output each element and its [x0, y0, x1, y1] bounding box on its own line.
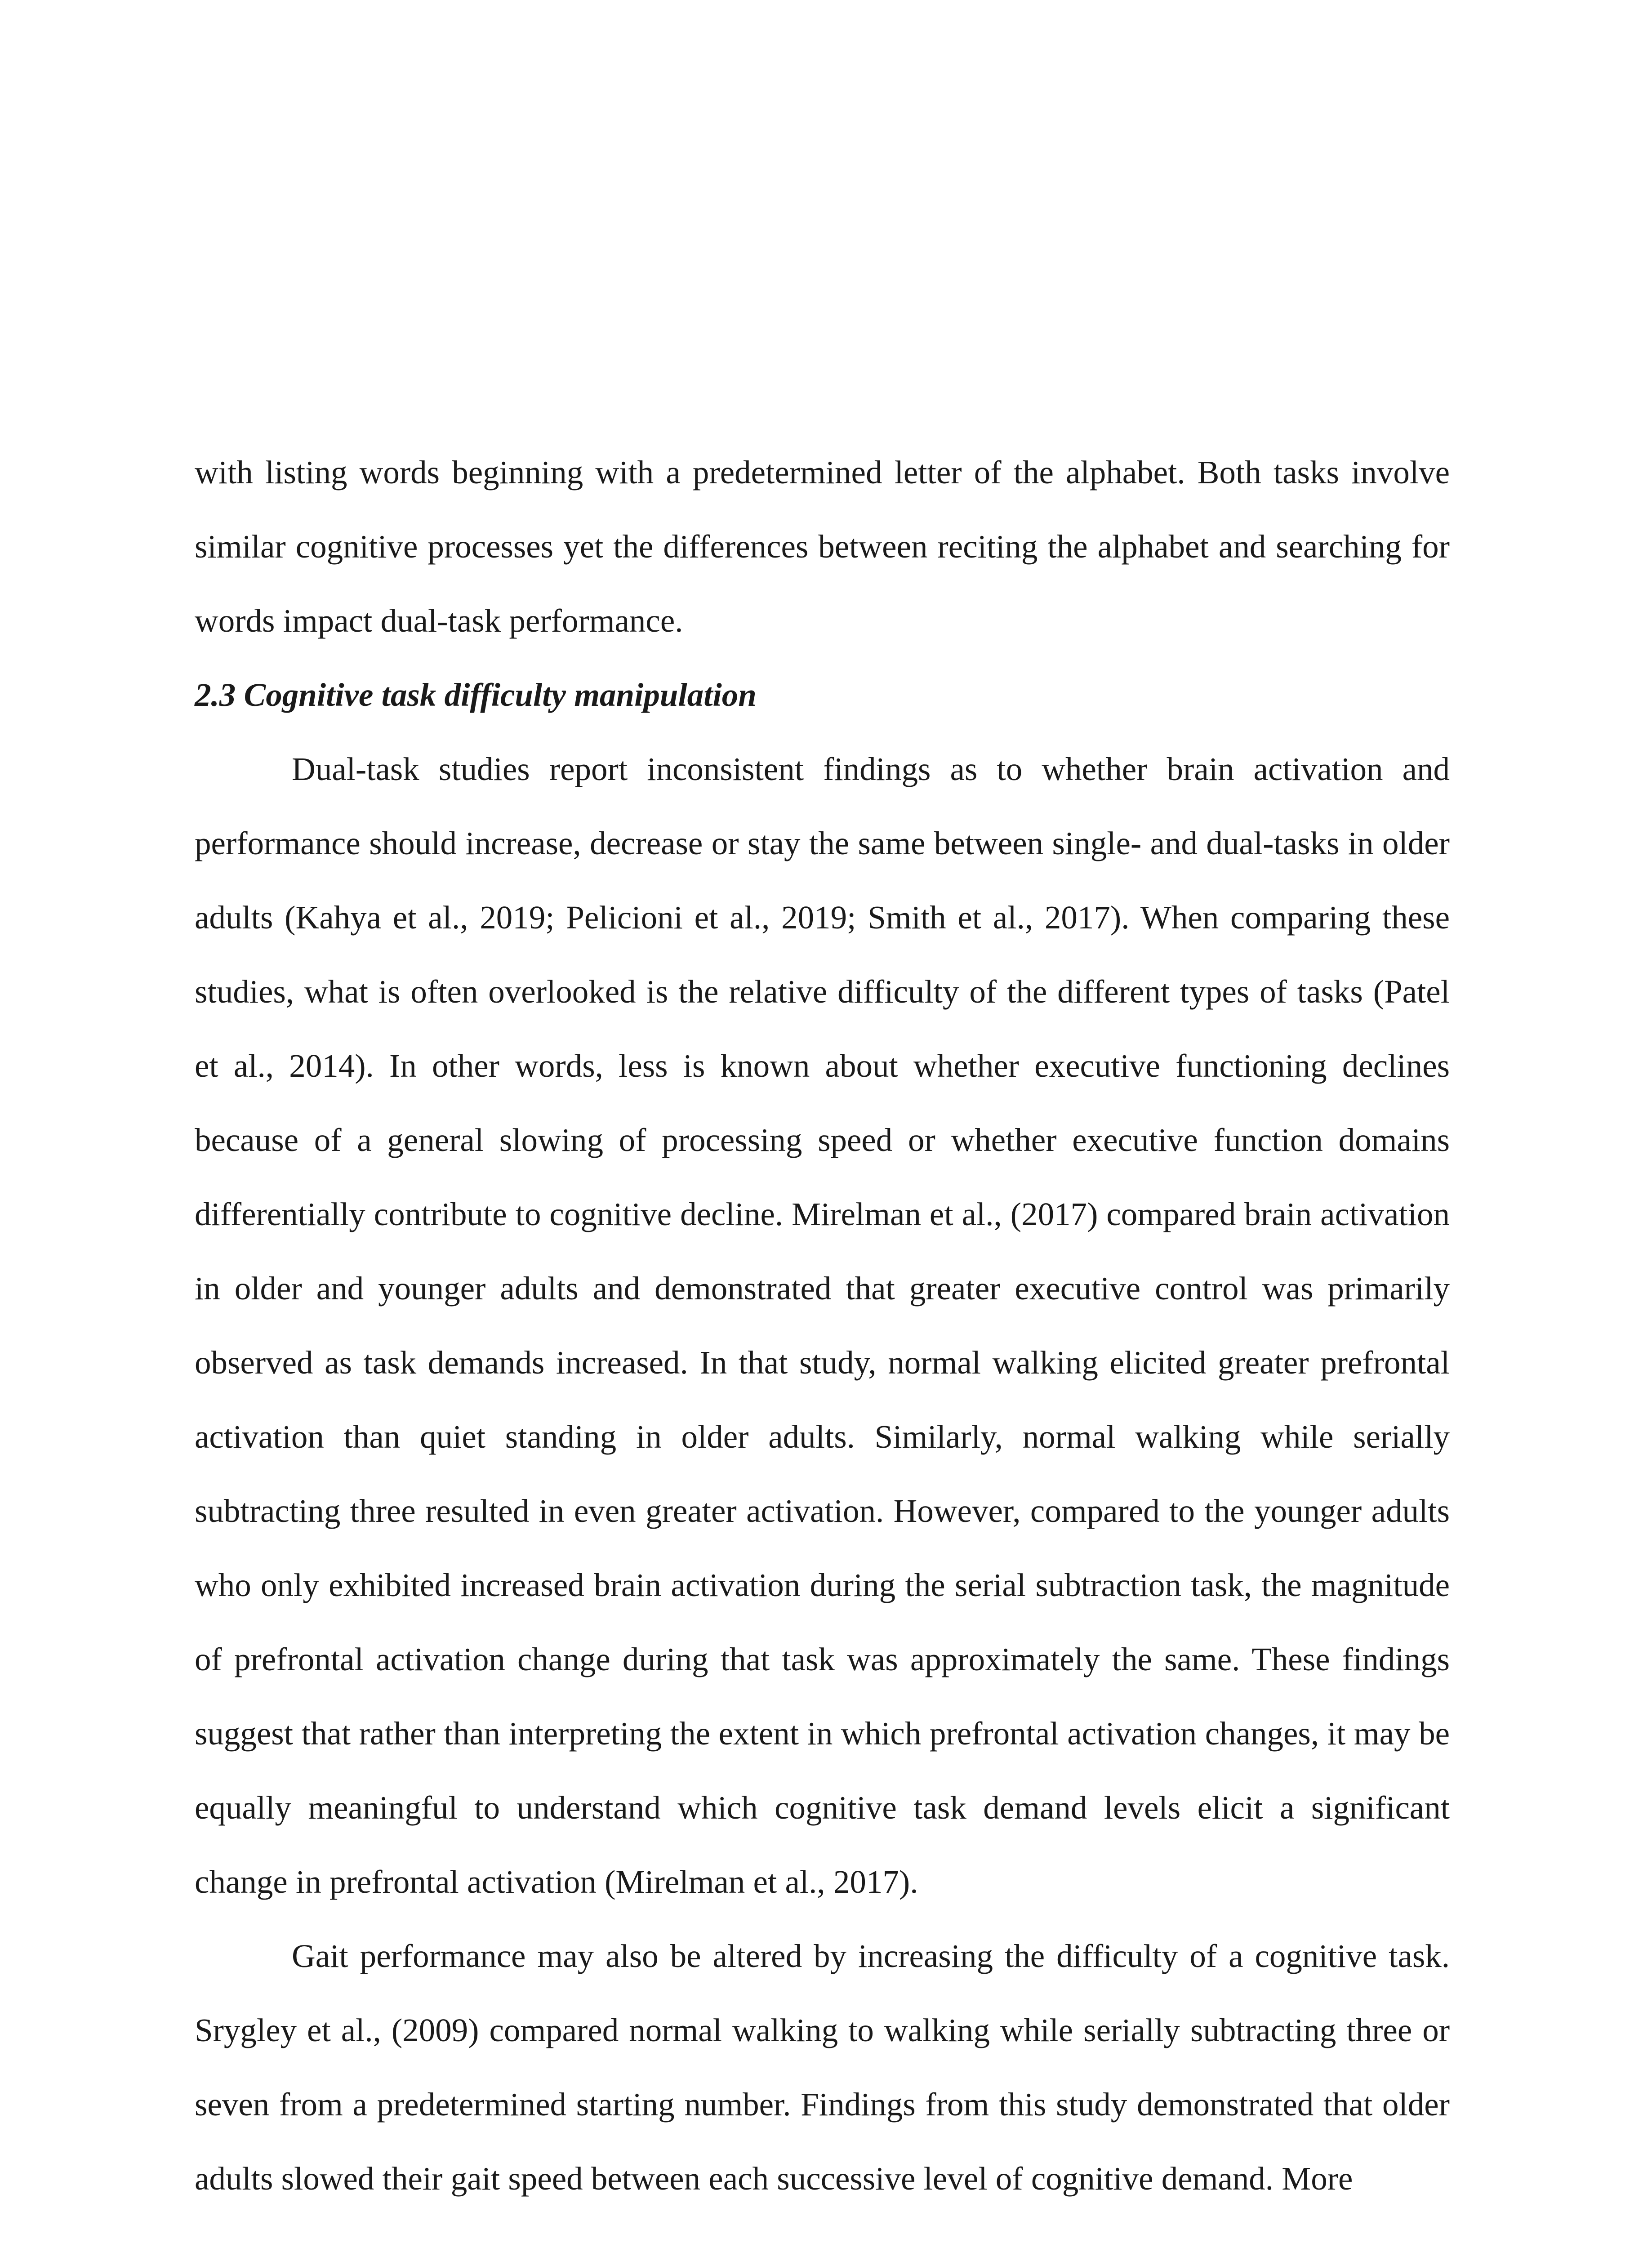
continuation-paragraph: with listing words beginning with a predetermined letter of the alphabet. Both tasks involve similar cognitive processes yet the differences between reciting the alphabet and searching for words impact dual-task performance.	[195, 454, 1450, 639]
section-paragraph-2: Gait performance may also be altered by increasing the difficulty of a cognitive task. Srygley et al., (2009) compared normal walking to walking while serially subtracting three or seven from a predetermined starting number. Findings from this study demonstrated that older adults slowed their gait speed between each successive level of cognitive demand. More	[195, 1938, 1450, 2197]
section-paragraph-1: Dual-task studies report inconsistent findings as to whether brain activation and performance should increase, decrease or stay the same between single- and dual-tasks in older adults (Kahya et al., 2019; Pelicioni et al., 2019; Smith et al., 2017). When comparing these studies, what is often overlooked is the relative difficulty of the different types of tasks (Patel et al., 2014). In other words, less is known about whether executive functioning declines because of a general slowing of processing speed or whether executive function domains differentially contribute to cognitive decline. Mirelman et al., (2017) compared brain activation in older and younger adults and demonstrated that greater executive control was primarily observed as task demands increased. In that study, normal walking elicited greater prefrontal activation than quiet standing in older adults. Similarly, normal walking while serially subtracting three resulted in even greater activation. However, compared to the younger adults who only exhibited increased brain activation during the serial subtraction task, the magnitude of prefrontal activation change during that task was approximately the same. These findings suggest that rather than interpreting the extent in which prefrontal activation changes, it may be equally meaningful to understand which cognitive task demand levels elicit a significant change in prefrontal activation (Mirelman et al., 2017).	[195, 751, 1450, 1900]
body-text	[195, 435, 1450, 2216]
section-heading: 2.3 Cognitive task difficulty manipulation	[195, 677, 757, 713]
